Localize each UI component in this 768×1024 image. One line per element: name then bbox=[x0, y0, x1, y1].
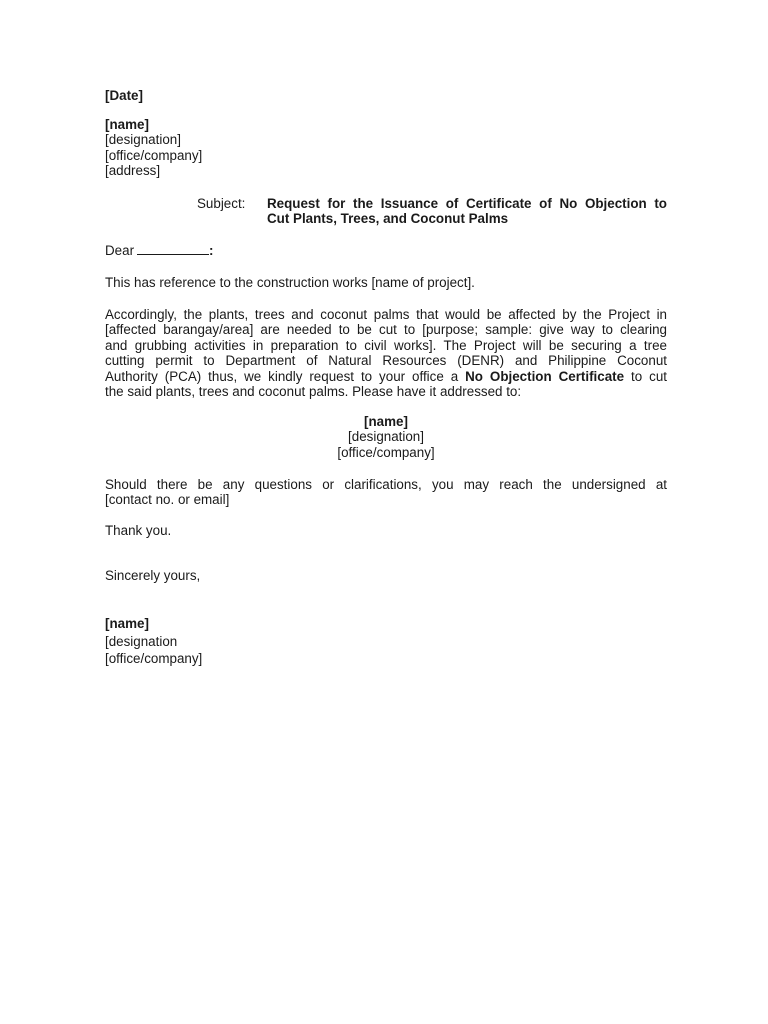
subject-text bbox=[267, 196, 667, 227]
subject-label: Subject: bbox=[197, 196, 246, 211]
para-line bbox=[105, 369, 667, 384]
addressee-office: [office/company] bbox=[337, 444, 435, 460]
para-line: and grubbing activities in preparation to civil works]. The Project will be securing a tree bbox=[105, 337, 667, 353]
recipient-block bbox=[105, 117, 667, 179]
addressee-designation: [designation] bbox=[348, 429, 424, 445]
salutation-blank bbox=[137, 243, 209, 255]
signatory-block bbox=[105, 616, 667, 666]
para-line-text: Authority (PCA) thus, we kindly request to your office a bbox=[105, 368, 466, 384]
salutation bbox=[105, 243, 667, 258]
addressee-name: [name] bbox=[364, 414, 408, 429]
signatory-name: [name] bbox=[105, 616, 149, 631]
para-line: cutting permit to Department of Natural Resources (DENR) and Philippine Coconut bbox=[105, 353, 667, 369]
no-objection-certificate-text: No Objection Certificate bbox=[465, 368, 625, 384]
paragraph-request bbox=[105, 307, 667, 399]
signatory-office: [office/company] bbox=[105, 650, 203, 666]
recipient-address: [address] bbox=[105, 163, 161, 179]
para-line-text: to cut bbox=[624, 368, 667, 384]
salutation-text: Dear bbox=[105, 243, 135, 258]
para-line: [contact no. or email] bbox=[105, 492, 230, 508]
para-line: Accordingly, the plants, trees and coconut palms that would be affected by the Project in bbox=[105, 307, 667, 322]
para-line: Should there be any questions or clarifications, you may reach the undersigned at bbox=[105, 477, 667, 492]
paragraph-reference: This has reference to the construction works [name of project]. bbox=[105, 275, 475, 290]
thank-you: Thank you. bbox=[105, 523, 172, 538]
addressee-block bbox=[105, 414, 667, 460]
letter-date: [Date] bbox=[105, 88, 143, 103]
signatory-designation: [designation bbox=[105, 634, 178, 650]
recipient-name: [name] bbox=[105, 117, 149, 132]
subject-line-2: Cut Plants, Trees, and Coconut Palms bbox=[267, 211, 509, 227]
paragraph-contact bbox=[105, 477, 667, 508]
recipient-office: [office/company] bbox=[105, 147, 203, 163]
closing: Sincerely yours, bbox=[105, 568, 201, 583]
recipient-designation: [designation] bbox=[105, 132, 181, 148]
para-line: the said plants, trees and coconut palms. Please have it addressed to: bbox=[105, 384, 522, 400]
subject-line-1: Request for the Issuance of Certificate of No Objection to bbox=[267, 196, 667, 211]
para-line: [affected barangay/area] are needed to be cut to [purpose; sample: give way to clearing bbox=[105, 322, 667, 338]
salutation-colon: : bbox=[209, 243, 214, 258]
